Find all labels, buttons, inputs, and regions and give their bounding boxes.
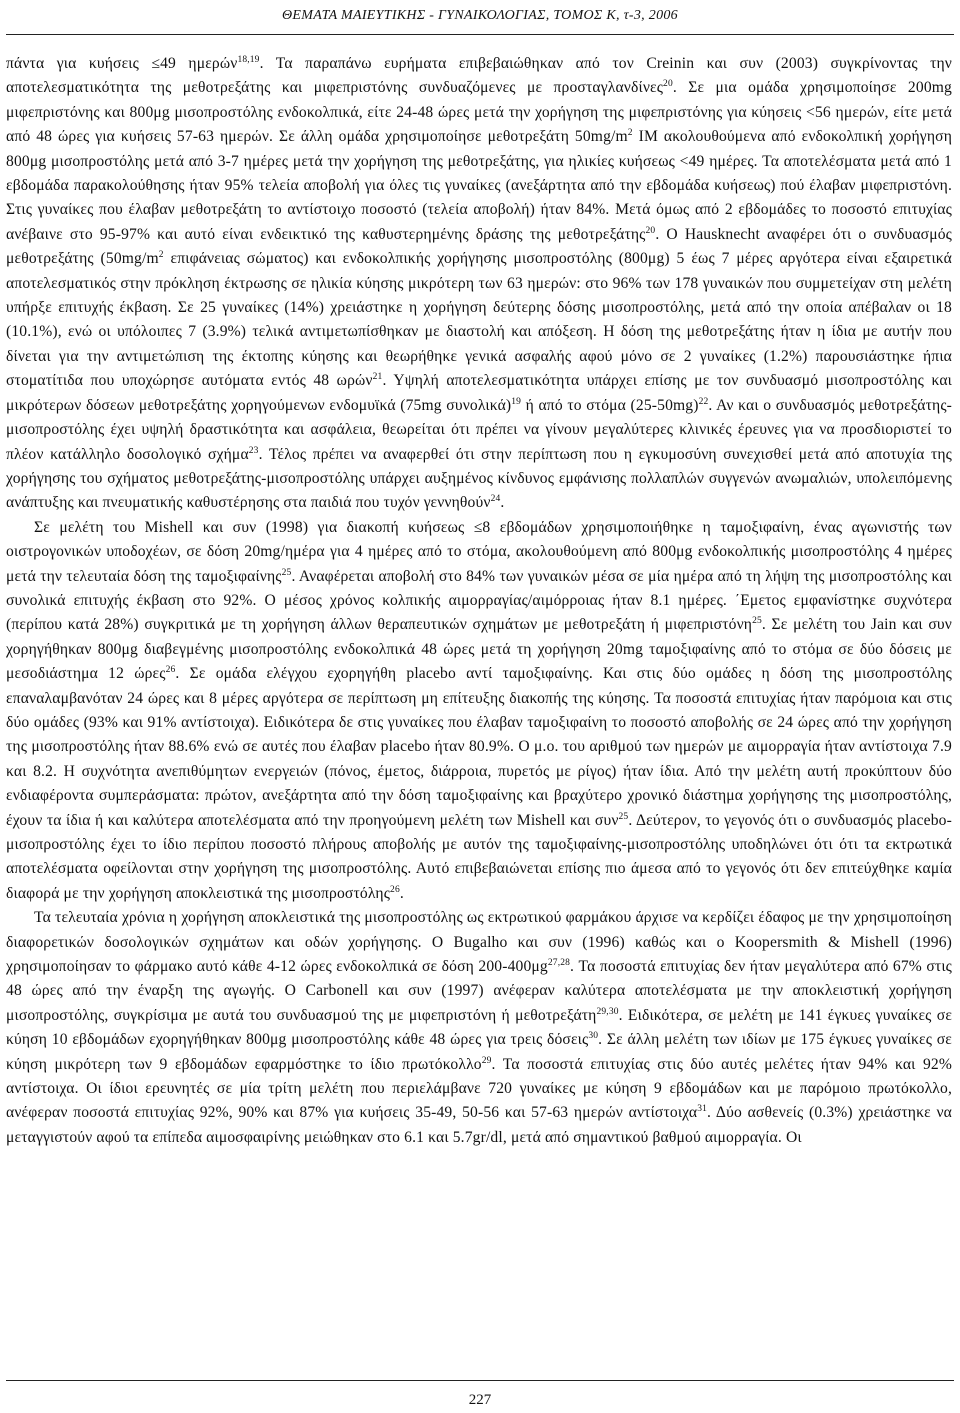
reference-superscript: 20 xyxy=(645,225,656,236)
paragraph-1: πάντα για κυήσεις ≤49 ημερών$^{18,19}$. Τα παραπάνω ευρήματα επιβεβαιώθηκαν από τον Creinin και συν (2003) συγκρίνοντας την αποτελεσματικότητα της μεθοτρεξάτης και μιφεπριστόνης συνδυαζόμενες με προσταγλανδίνες$^{20}$. Σε μια ομάδα χρησιμοποίησε 200mg μιφεπριστόνης και 800μg μισοπροστόλης ενδοκολπικά, είτε 24-48 ώρες μετά την χορήγηση της μιφεπριστόνης για κύησεις <56 ημερών, είτε μετά από 48 ώρες για κυήσεις 57-63 ημερών. Σε άλλη ομάδα χρησιμοποίησε μεθοτρεξάτη $50mg/m^2$ IM ακολουθούμενα από ενδοκολπική χορήγηση 800μg μισοπροστόλης μετά από 3-7 ημέρες μετά την χορήγηση της μεθοτρεξάτης, για ηλικίες κυήσεως <49 ημέρες. Τα αποτελέσματα μετά από 1 εβδομάδα παρακολούθησης ήταν 95% τελεία αποβολή για όλες τις γυναίκες (ανεξάρτητα από την εβδομάδα κυήσεως) πού έλαβαν μιφεπριστόνη. Στις γυναίκες που έλαβαν μεθοτρεξάτη το αντίστοιχο ποσοστό (τελεία αποβολή) ήταν 84%. Μετά όμως από 2 εβδομάδες το ποσοστό επιτυχίας ανέβαινε στο 95-97% και αυτό είναι ενδεικτικό της καθυστερημένης δράσης της μεθοτρεξάτης$^{20}$. Ο Hausknecht αναφέρει ότι ο συνδυασμός μεθοτρεξάτης ($50mg/m^2$ επιφάνειας σώματος) και ενδοκολπικής χορήγησης μισοπροστόλης (800μg) 5 έως 7 μέρες αργότερα είναι εξαιρετικά αποτελεσματικός στην πρόκληση έκτρωσης σε ηλικία κύησης μικρότερη των 63 ημερών: στο 96% των 178 γυναικών που συμμετείχαν στη μελέτη υπήρξε επιτυχής έκβαση. Σε 25 γυναίκες (14%) χρειάστηκε η χορήγηση δεύτερης δόσης μισοπροστόλης, μετά από την οποία απέβαλαν οι 18 (10.1%), ενώ οι υπόλοιπες 7 (3.9%) τελικά αντιμετωπίσθηκαν με διαστολή και απόξεση. Η δόση της μεθοτρεξάτης ήταν η ίδια με αυτήν που δίνεται για την αντιμετώπιση της έκτοπης κύησης και θεωρήθηκε γενικά ασφαλής αφού μόνο σε 2 γυναίκες (1.2%) παρουσιάστηκε ήπια στοματίτιδα που υποχώρησε αυτόματα εντός 48 ωρών$^{21}$. Υψηλή αποτελεσματικότητα υπάρχει επίσης με τον συνδυασμό μισοπροστόλης και μικρότερων δόσεων μεθοτρεξάτης χορηγούμενων ενδομυϊκά (75mg συνολικά)$^{19}$ ή από το στόμα $(25-50mg)^{22}$. Αν και ο συνδυασμός μεθοτρεξάτης-μισοπροστόλης έχει υψηλή δραστικότητα και ασφάλεια, θεωρείται ότι πρέπει να γίνουν μεγαλύτερες κλινικές έρευνες για να προσδιοριστεί το πλέον κατάλληλο δοσολογικό σχήμα$^{23}$. Τέλος πρέπει να αναφερθεί ότι στην περίπτωση που η εγκυμοσύνη συνεχισθεί μετά από αποτυχία της χορήγησης του σχήματος μεθοτρεξάτης-μισοπροστόλης υπάρχει αυξημένος κίνδυνος εμφάνισης πολλαπλών συγγενών ανωμαλιών, υπολειπόμενης ανάπτυξης και πνευματικής καθυστέρησης στα παιδιά που τυχόν γεννηθούν$^{24}$. xyxy=(6,54,953,512)
reference-superscript: 2 xyxy=(158,250,164,261)
article-body xyxy=(6,52,952,1150)
reference-superscript: 23 xyxy=(248,445,259,456)
paragraph-3: Τα τελευταία χρόνια η χορήγηση αποκλειστικά της μισοπροστόλης ως εκτρωτικού φαρμάκου άρχισε να κερδίζει έδαφος με την χρησιμοποίηση διαφορετικών δοσολογικών σχημάτων και οδών χορήγησης. Ο Bugalho και συν (1996) καθώς και ο Koopersmith & Mishell (1996) χρησιμοποίησαν το φάρμακο αυτό κάθε 4-12 ώρες ενδοκολπικά σε δόση 200-400μg$^{27,28}$. Τα ποσοστά επιτυχίας δεν ήταν μεγαλύτερα από 67% στις 48 ώρες από την έναρξη της αγωγής. Ο Carbonell και συν (1997) ανέφεραν καλύτερα αποτελέσματα με την αποκλειστική χορήγηση μισοπροστόλης, συγκρίσιμα με αυτά του συνδυασμού της με μιφεπριστόνη ή μεθοτρεξάτη$^{29,30}$. Ειδικότερα, σε μελέτη με 141 έγκυες γυναίκες σε κύηση 10 εβδομάδων εχορηγήθηκαν 800μg μισοπροστόλης κάθε 48 ώρες για τρεις δόσεις$^{30}$. Σε άλλη μελέτη των ιδίων με 175 έγκυες γυναίκες σε κύηση μικρότερη των 9 εβδομάδων εφαρμόστηκε το ίδιο πρωτόκολλο$^{29}$. Τα ποσοστά επιτυχίας στις δύο αυτές μελέτες ήταν 94% και 92% αντίστοιχα. Οι ίδιοι ερευνητές σε μία τρίτη μελέτη που περιελάμβανε 720 γυναίκες με κύηση 9 εβδομάδων και με παρόμοιο πρωτόκολλο, ανέφεραν ποσοστά επιτυχίας 92%, 90% και 87% για κυήσεις 35-49, 50-56 και 57-63 ημερών αντίστοιχα$^{31}$. Δύο ασθενείς (0.3%) χρειάστηκε να μεταγγιστούν αφού τα επίπεδα αιμοσφαιρίνης μειώθηκαν στο 6.1 και 5.7gr/dl, μετά από σημαντικού βαθμού αιμορραγία. Οι xyxy=(6,909,953,1146)
reference-superscript: 27,28 xyxy=(547,957,571,968)
reference-superscript: 25 xyxy=(618,811,629,822)
header-divider xyxy=(6,34,954,35)
reference-superscript: 18,19 xyxy=(237,54,260,65)
reference-superscript: 26 xyxy=(165,664,176,675)
reference-superscript: 26 xyxy=(390,884,400,895)
reference-superscript: 22 xyxy=(698,396,709,407)
footer-divider xyxy=(6,1380,954,1381)
reference-superscript: 2 xyxy=(627,128,633,139)
reference-superscript: 20 xyxy=(663,79,673,90)
reference-superscript: 29 xyxy=(481,1055,492,1066)
reference-superscript: 19 xyxy=(511,396,522,407)
running-header: ΘΕΜΑΤΑ ΜΑΙΕΥΤΙΚΗΣ - ΓΥΝΑΙΚΟΛΟΓΙΑΣ, ΤΟΜΟΣ Κ, τ-3, 2006 xyxy=(282,8,678,23)
paragraph-2: Σε μελέτη του Mishell και συν (1998) για διακοπή κυήσεως ≤8 εβδομάδων χρησιμοποιήθηκε η ταμοξιφαίνη, ένας αγωνιστής των οιστρογονικών υποδοχέων, σε δόση 20mg/ημέρα για 4 ημέρες από το στόμα, ακολουθούμενη από 800μg ενδοκολπικής μισοπροστόλης 4 ημέρες μετά την τελευταία δόση της ταμοξιφαίνης$^{25}$. Αναφέρεται αποβολή στο 84% των γυναικών μέσα σε μία ημέρα από τη λήψη της μισοπροστόλης και συνολικά επιτυχής έκβαση στο 92%. Ο μέσος χρόνος κολπικής αιμορραγίας/αιμόρροιας ήταν 8.1 ημέρες. ΄Εμετος εμφανίστηκε συχνότερα (περίπου κατά 28%) συγκριτικά με τη χορήγηση άλλων θεραπευτικών σχημάτων με μεθοτρεξάτη ή μιφεπριστόνη$^{25}$. Σε μελέτη του Jain και συν χορηγήθηκαν 800μg διαβεγμένης μισοπροστόλης ενδοκολπικά 48 ώρες μετά τη χορήγηση 20mg ταμοξιφαίνης από το στόμα σε δύο δόσεις με μεσοδιάστημα 12 ώρες$^{26}$. Σε ομάδα ελέγχου εχορηγήθη placebo αντί ταμοξιφαίνης. Και στις δύο ομάδες η δόση της μισοπροστόλης επαναλαμβανόταν 24 ώρες και 8 μέρες αργότερα σε περίπτωση μη επίτευξης διακοπής της κύησης. Τα ποσοστά επιτυχίας ήταν παρόμοια και στις δύο ομάδες (93% και 91% αντίστοιχα). Ειδικότερα δε στις γυναίκες που έλαβαν ταμοξιφαίνη το ποσοστό αποβολής σε 24 ώρες από την χορήγηση της μισοπροστόλης ήταν 88.6% ενώ σε αυτές που έλαβαν placebo ήταν 80.9%. Ο μ.ο. του αριθμού των ημερών με αιμορραγία ήταν αντίστοιχα 7.9 και 8.2. Η συχνότητα ανεπιθύμητων ενεργειών (πόνος, έμετος, διάρροια, πυρετός με ρίγος) ήταν ίδια. Από την μελέτη αυτή προκύπτουν δύο ενδιαφέροντα συμπεράσματα: πρώτον, ανεξάρτητα από την δόση ταμοξιφαίνης και βραχύτερο χρονικό διάστημα χορήγησης της μισοπροστόλης, έχουν τα ίδια ή και καλύτερα αποτελέσματα από την προηγούμενη μελέτη των Mishell και συν$^{25}$. Δεύτερον, το γεγονός ότι ο συνδυασμός placebo-μισοπροστόλης έχει το ίδιο περίπου ποσοστό πλήρους αποβολής με αυτόν της ταμοξιφαίνης-μισοπροστόλης υποδηλώνει ότι ότι τα εκτρωτικά αποτελέσματα οφείλονται στην χορήγηση της μισοπροστόλης. Αυτό επιβεβαιώνεται επίσης πιο άμεσα από το γεγονός ότι δεν επιτεύχθηκε καμία διαφορά με την χορήγηση αποκλειστικά της μισοπροστόλης$^{26}$. xyxy=(6,518,953,902)
reference-superscript: 25 xyxy=(281,567,292,578)
page-number: 227 xyxy=(468,1392,492,1408)
reference-superscript: 21 xyxy=(372,372,383,383)
reference-superscript: 30 xyxy=(588,1031,599,1042)
reference-superscript: 25 xyxy=(752,616,762,627)
reference-superscript: 29,30 xyxy=(596,1006,619,1017)
reference-superscript: 24 xyxy=(490,494,501,505)
reference-superscript: 31 xyxy=(697,1104,708,1115)
